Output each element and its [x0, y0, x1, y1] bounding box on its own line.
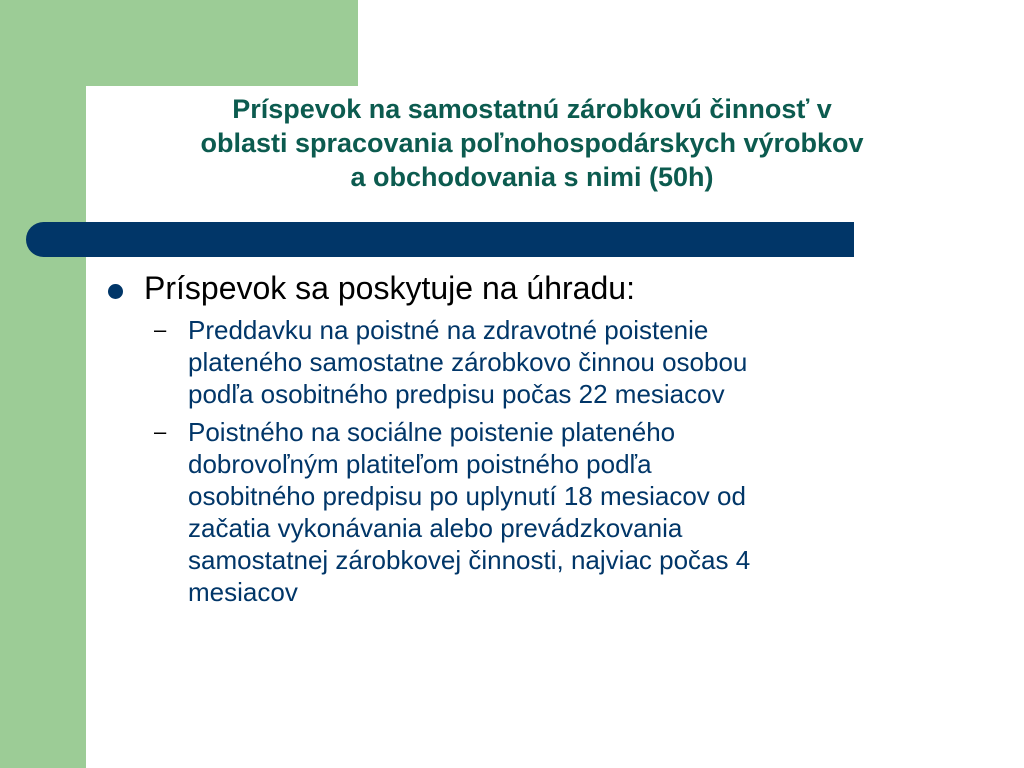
green-top-block: [0, 0, 358, 86]
sub-bullet-line: Poistného na sociálne poistenie plateného: [188, 417, 676, 447]
dash-marker-icon: –: [154, 317, 167, 342]
sub-bullet-line: osobitného predpisu po uplynutí 18 mesiacov od: [188, 481, 746, 511]
slide-title: [100, 92, 964, 194]
sub-bullet-line: začatia vykonávania alebo prevádzkovania: [188, 513, 683, 543]
sub-bullet-line: dobrovoľným platiteľom poistného podľa: [188, 449, 652, 479]
sub-bullet-item: [100, 314, 980, 410]
title-line: Príspevok na samostatnú zárobkovú činnosť v: [232, 94, 832, 124]
bullet-text: Príspevok sa poskytuje na úhradu:: [144, 270, 635, 306]
sub-bullet-line: samostatnej zárobkovej činnosti, najviac počas 4: [188, 545, 751, 575]
title-line: oblasti spracovania poľnohospodárskych výrobkov: [200, 128, 864, 158]
green-side-strip: [0, 0, 86, 768]
sub-bullet-line: Preddavku na poistné na zdravotné poistenie: [188, 315, 709, 345]
title-line: a obchodovania s nimi (50h): [350, 162, 714, 192]
bullet-dot-icon: [108, 284, 123, 299]
sub-bullet-line: plateného samostatne zárobkovo činnou osobou: [188, 347, 748, 377]
dash-marker-icon: –: [154, 419, 167, 444]
bullet-item: [100, 268, 980, 308]
sub-bullet-line: mesiacov: [188, 577, 298, 607]
slide-content: [100, 268, 980, 614]
title-underline-bar: [26, 222, 854, 257]
sub-bullet-item: [100, 416, 980, 608]
sub-bullet-line: podľa osobitného predpisu počas 22 mesiacov: [188, 379, 725, 409]
